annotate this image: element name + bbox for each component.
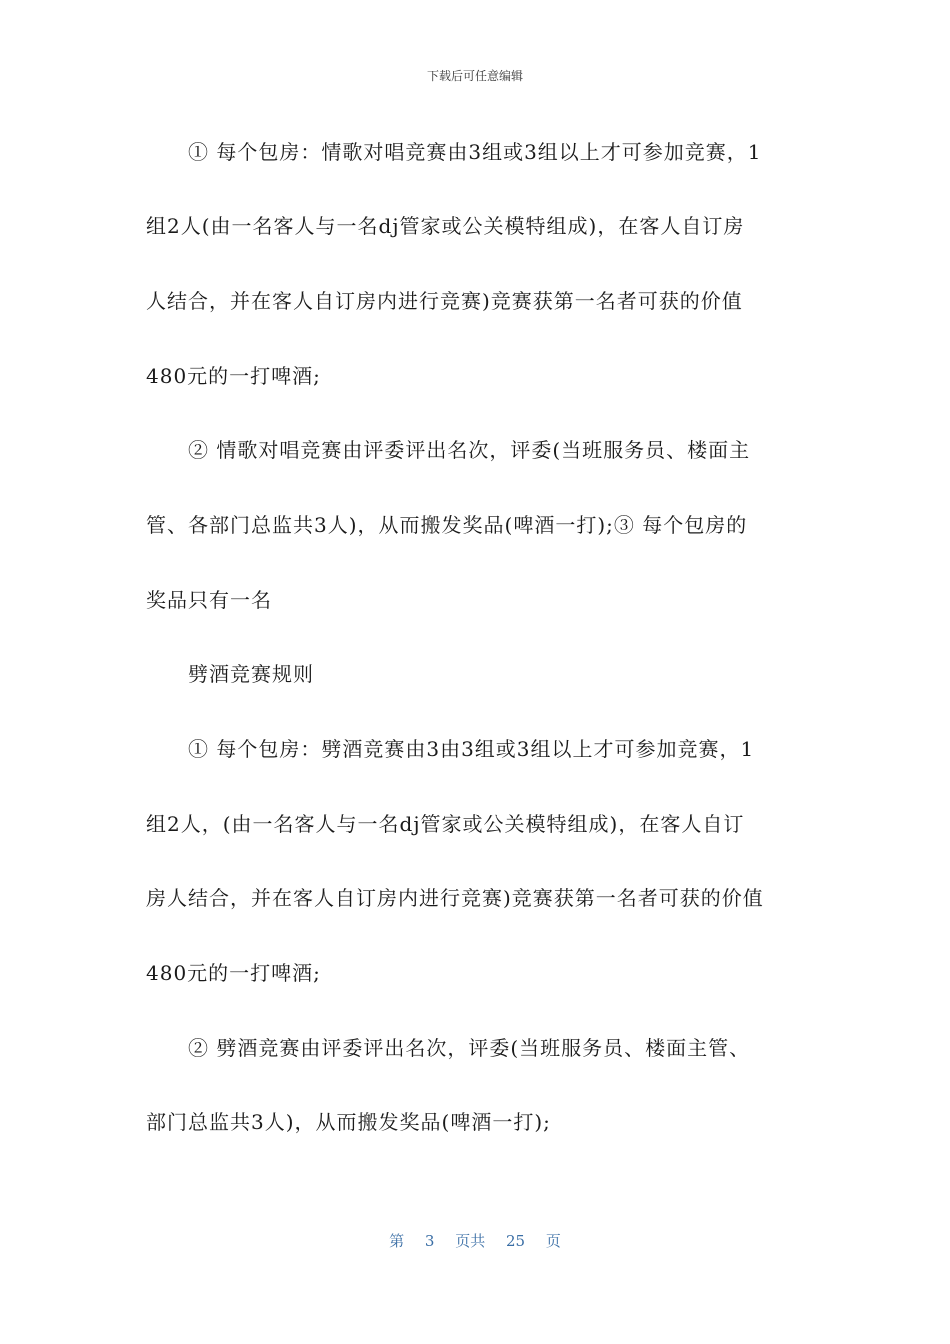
body-line-9: ① 每个包房：劈酒竞赛由3由3组或3组以上才可参加竞赛，1 [188,737,755,761]
body-line-1: ① 每个包房：情歌对唱竞赛由3组或3组以上才可参加竞赛，1 [188,140,762,164]
body-line-10: 组2人，(由一名客人与一名dj管家或公关模特组成)，在客人自订 [146,812,745,836]
body-line-2: 组2人(由一名客人与一名dj管家或公关模特组成)，在客人自订房 [146,214,745,238]
body-line-14: 部门总监共3人)，从而搬发奖品(啤酒一打); [146,1110,551,1134]
footer-page-number: 3 [424,1232,435,1250]
body-line-3: 人结合，并在客人自订房内进行竞赛)竞赛获第一名者可获的价值 [146,289,743,313]
body-line-12: 480元的一打啤酒; [146,961,321,985]
body-line-13: ② 劈酒竞赛由评委评出名次，评委(当班服务员、楼面主管、 [188,1036,751,1060]
body-line-4: 480元的一打啤酒; [146,364,321,388]
section-heading: 劈酒竞赛规则 [188,662,314,686]
body-line-6: 管、各部门总监共3人)，从而搬发奖品(啤酒一打);③ 每个包房的 [146,513,748,537]
footer-middle: 页共 [455,1232,486,1250]
page-header: 下载后可任意编辑 [426,69,523,83]
page-footer [0,1230,950,1251]
body-line-11: 房人结合，并在客人自订房内进行竞赛)竞赛获第一名者可获的价值 [146,886,764,910]
footer-prefix: 第 [389,1232,405,1250]
footer-total-pages: 25 [506,1232,526,1250]
body-line-7: 奖品只有一名 [146,588,272,612]
footer-suffix: 页 [545,1232,561,1250]
body-line-5: ② 情歌对唱竞赛由评委评出名次，评委(当班服务员、楼面主 [188,438,751,462]
